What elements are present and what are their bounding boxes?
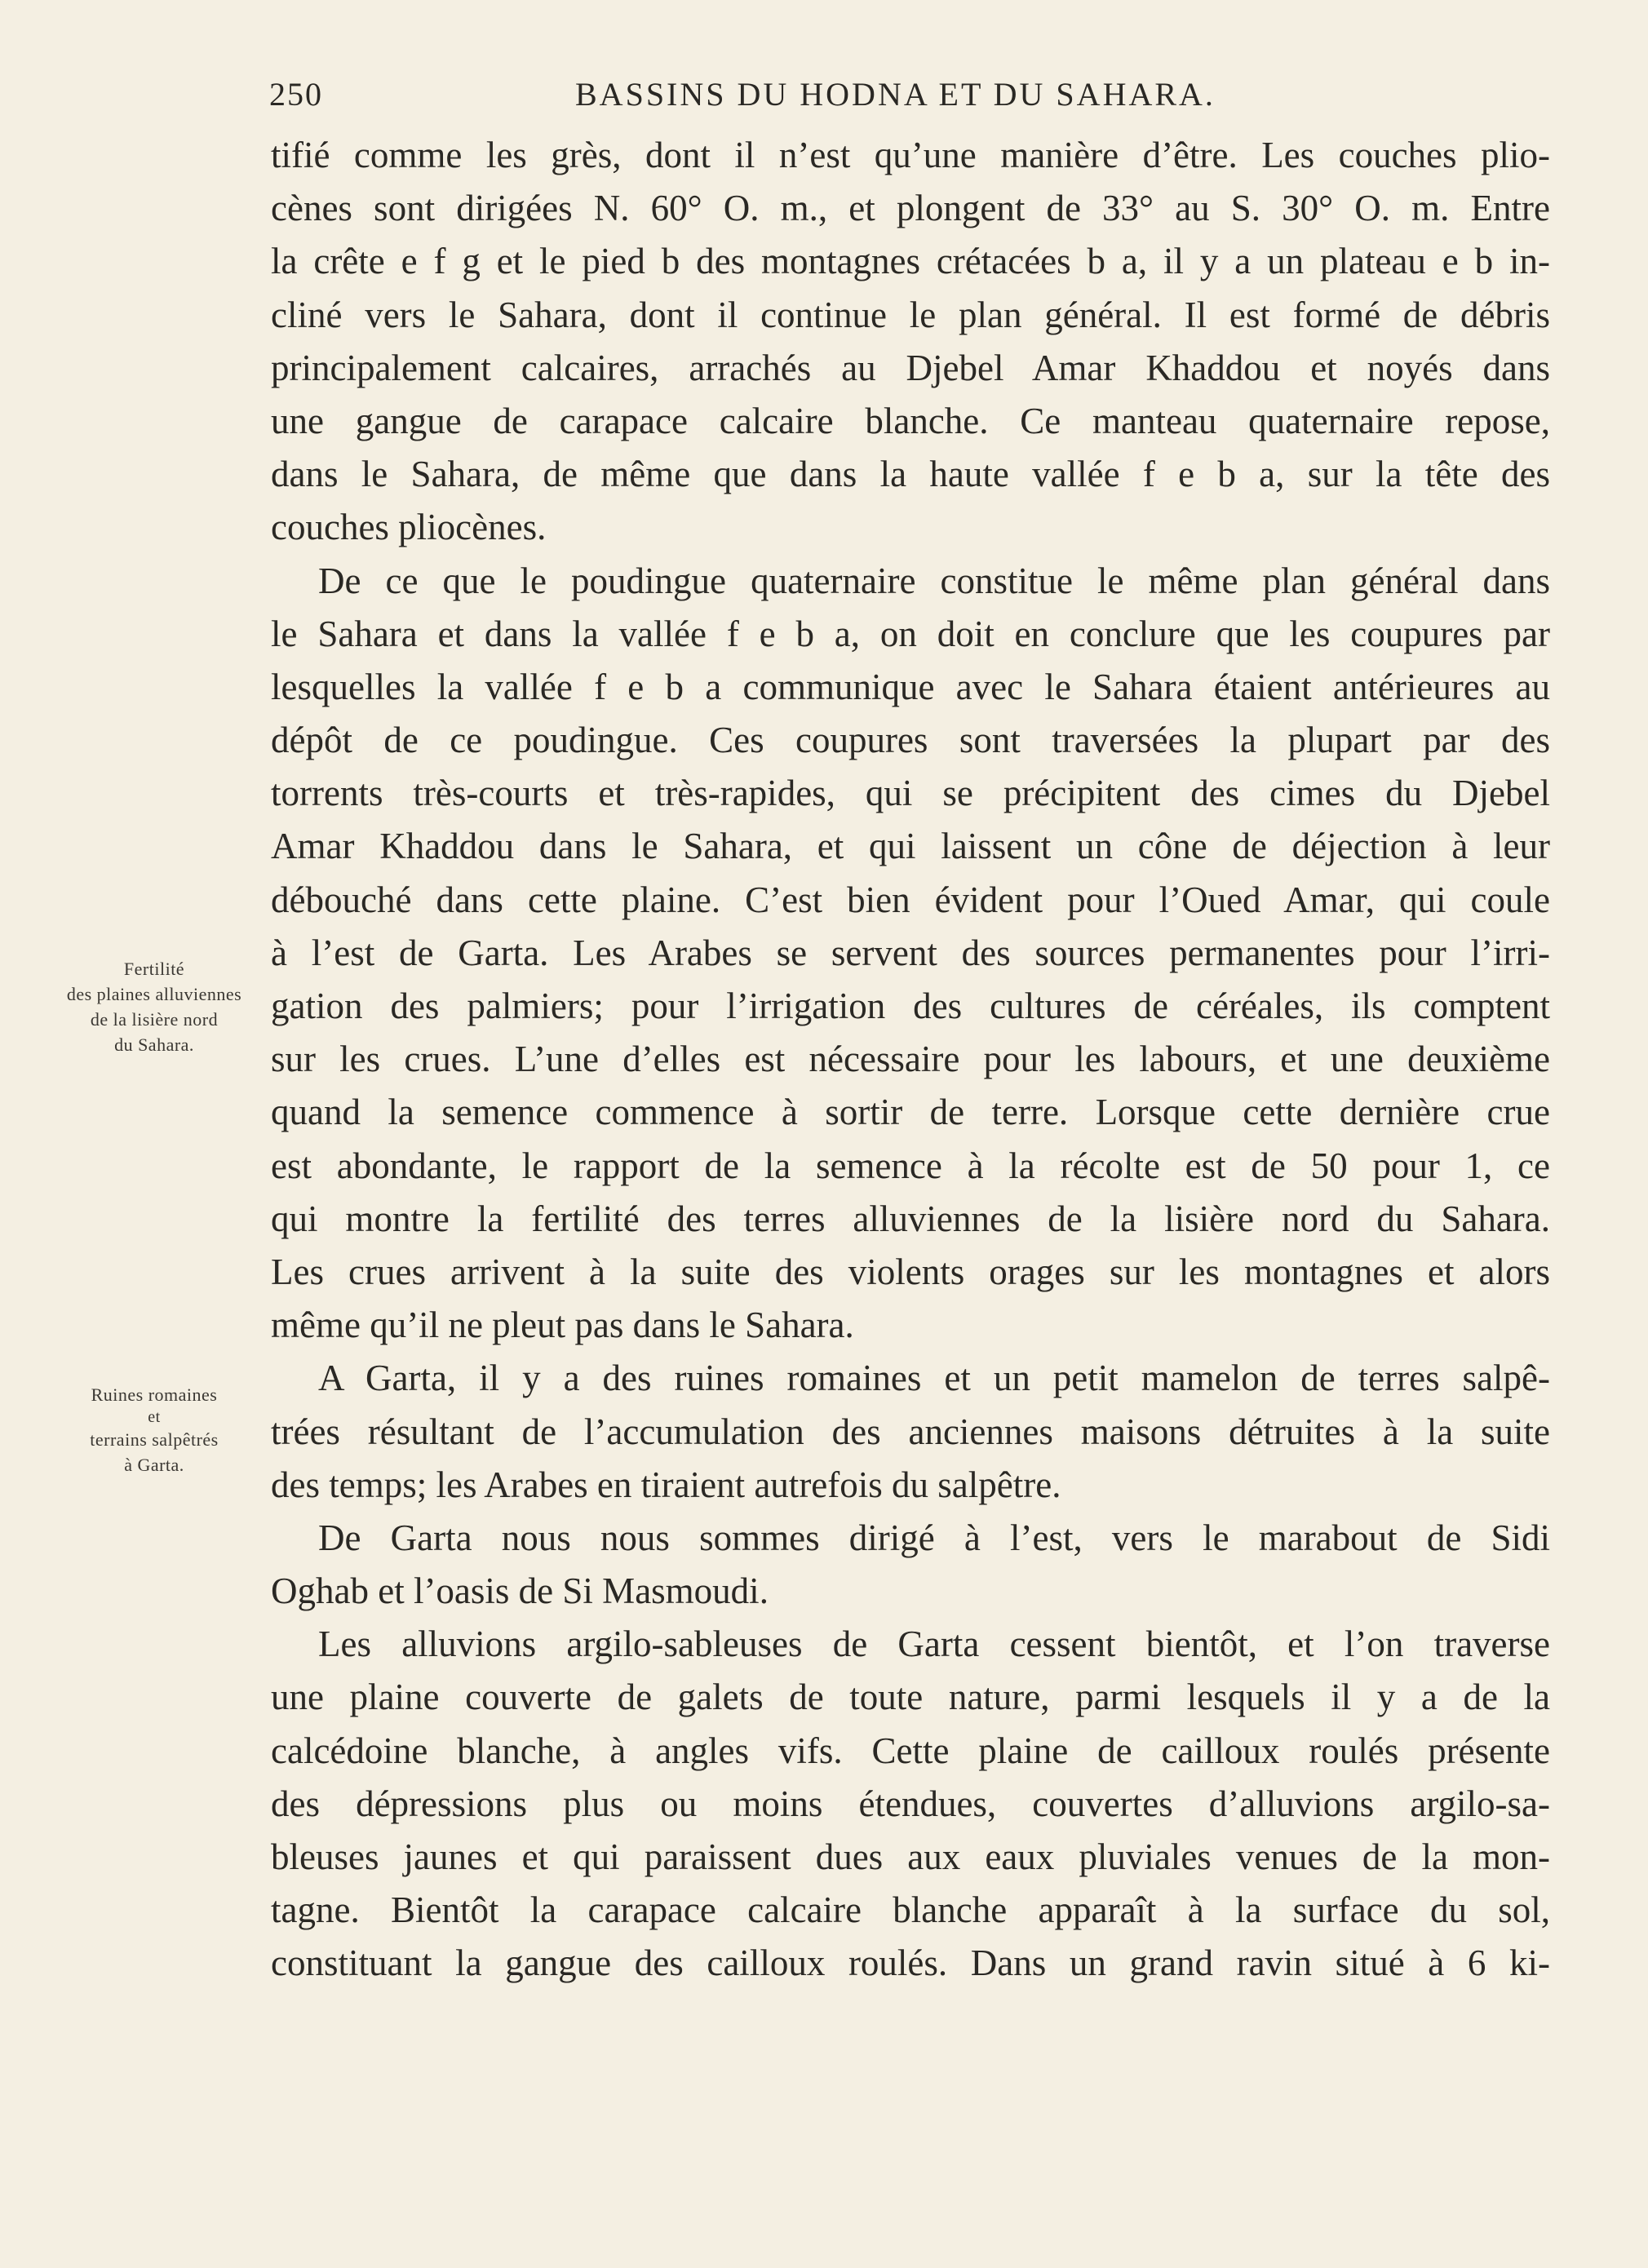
margin-note-ruines [52,1382,256,1477]
text-line: lesquelles la vallée f e b a communique avec le Sahara étaient antérieures au [271,666,1550,707]
margin-note-line: Ruines romaines [91,1384,218,1405]
text-line: une gangue de carapace calcaire blanche. Ce manteau quaternaire repose, [271,400,1550,441]
text-line: dépôt de ce poudingue. Ces coupures sont traversées la plupart par des [271,720,1550,761]
text-line: quand la semence commence à sortir de terre. Lorsque cette dernière crue [271,1092,1550,1133]
margin-note-line: des plaines alluviennes [66,984,242,1004]
text-line: est abondante, le rapport de la semence à la récolte est de 50 pour 1, ce [271,1145,1550,1186]
text-line: torrents très-courts et très-rapides, qui se précipitent des cimes du Djebel [271,773,1550,814]
text-line: dans le Sahara, de même que dans la haute vallée f e b a, sur la tête des [271,454,1550,495]
text-line: Les crues arrivent à la suite des violents orages sur les montagnes et alors [271,1251,1550,1292]
text-line: Oghab et l’oasis de Si Masmoudi. [271,1570,769,1612]
text-line: débouché dans cette plaine. C’est bien évident pour l’Oued Amar, qui coule [271,879,1550,920]
margin-note-line: du Sahara. [114,1034,194,1055]
margin-note-fertilite [52,956,256,1057]
body-text [271,129,1550,1991]
text-line: tagne. Bientôt la carapace calcaire blanche apparaît à la surface du sol, [271,1889,1550,1931]
text-line: principalement calcaires, arrachés au Djebel Amar Khaddou et noyés dans [271,347,1550,388]
text-line: gation des palmiers; pour l’irrigation des cultures de céréales, ils comptent [271,986,1550,1026]
text-line: qui montre la fertilité des terres alluviennes de la lisière nord du Sahara. [271,1198,1550,1239]
text-line: des temps; les Arabes en tiraient autrefois du salpêtre. [271,1464,1061,1505]
margin-note-line: de la lisière nord [90,1009,219,1030]
text-line: couches pliocènes. [271,507,547,548]
margin-note-line: terrains salpêtrés [90,1429,219,1450]
text-line: cènes sont dirigées N. 60° O. m., et plongent de 33° au S. 30° O. m. Entre [271,188,1550,229]
text-line: A Garta, il y a des ruines romaines et un petit mamelon de terres salpê- [318,1358,1550,1399]
page-header [269,75,1566,121]
text-line: De ce que le poudingue quaternaire constitue le même plan général dans [318,560,1550,601]
margin-note-line: Fertilité [123,959,185,979]
text-line: cliné vers le Sahara, dont il continue le plan général. Il est formé de débris [271,294,1550,335]
text-line: à l’est de Garta. Les Arabes se servent des sources permanentes pour l’irri- [271,932,1550,973]
text-line: une plaine couverte de galets de toute nature, parmi lesquels il y a de la [271,1677,1550,1718]
text-line: trées résultant de l’accumulation des anciennes maisons détruites à la suite [271,1411,1550,1452]
text-line: bleuses jaunes et qui paraissent dues aux eaux pluviales venues de la mon- [271,1836,1550,1877]
running-title: BASSINS DU HODNA ET DU SAHARA. [575,76,1216,113]
text-line: calcédoine blanche, à angles vifs. Cette plaine de cailloux roulés présente [271,1730,1550,1771]
text-line: Les alluvions argilo-sableuses de Garta cessent bientôt, et l’on traverse [318,1623,1550,1665]
text-line: des dépressions plus ou moins étendues, couvertes d’alluvions argilo-sa- [271,1783,1550,1824]
text-line: De Garta nous nous sommes dirigé à l’est, vers le marabout de Sidi [318,1517,1550,1558]
margin-note-line: et [148,1408,161,1426]
text-line: Amar Khaddou dans le Sahara, et qui laissent un cône de déjection à leur [271,826,1550,867]
text-line: tifié comme les grès, dont il n’est qu’une manière d’être. Les couches plio- [271,135,1550,175]
text-line: constituant la gangue des cailloux roulés. Dans un grand ravin situé à 6 ki- [271,1942,1550,1984]
text-line: la crête e f g et le pied b des montagnes crétacées b a, il y a un plateau e b in- [271,241,1550,282]
page-number: 250 [269,76,323,113]
text-line: même qu’il ne pleut pas dans le Sahara. [271,1305,854,1346]
text-line: sur les crues. L’une d’elles est nécessaire pour les labours, et une deuxième [271,1039,1550,1080]
text-line: le Sahara et dans la vallée f e b a, on doit en conclure que les coupures par [271,613,1550,654]
margin-note-line: à Garta. [124,1455,184,1475]
